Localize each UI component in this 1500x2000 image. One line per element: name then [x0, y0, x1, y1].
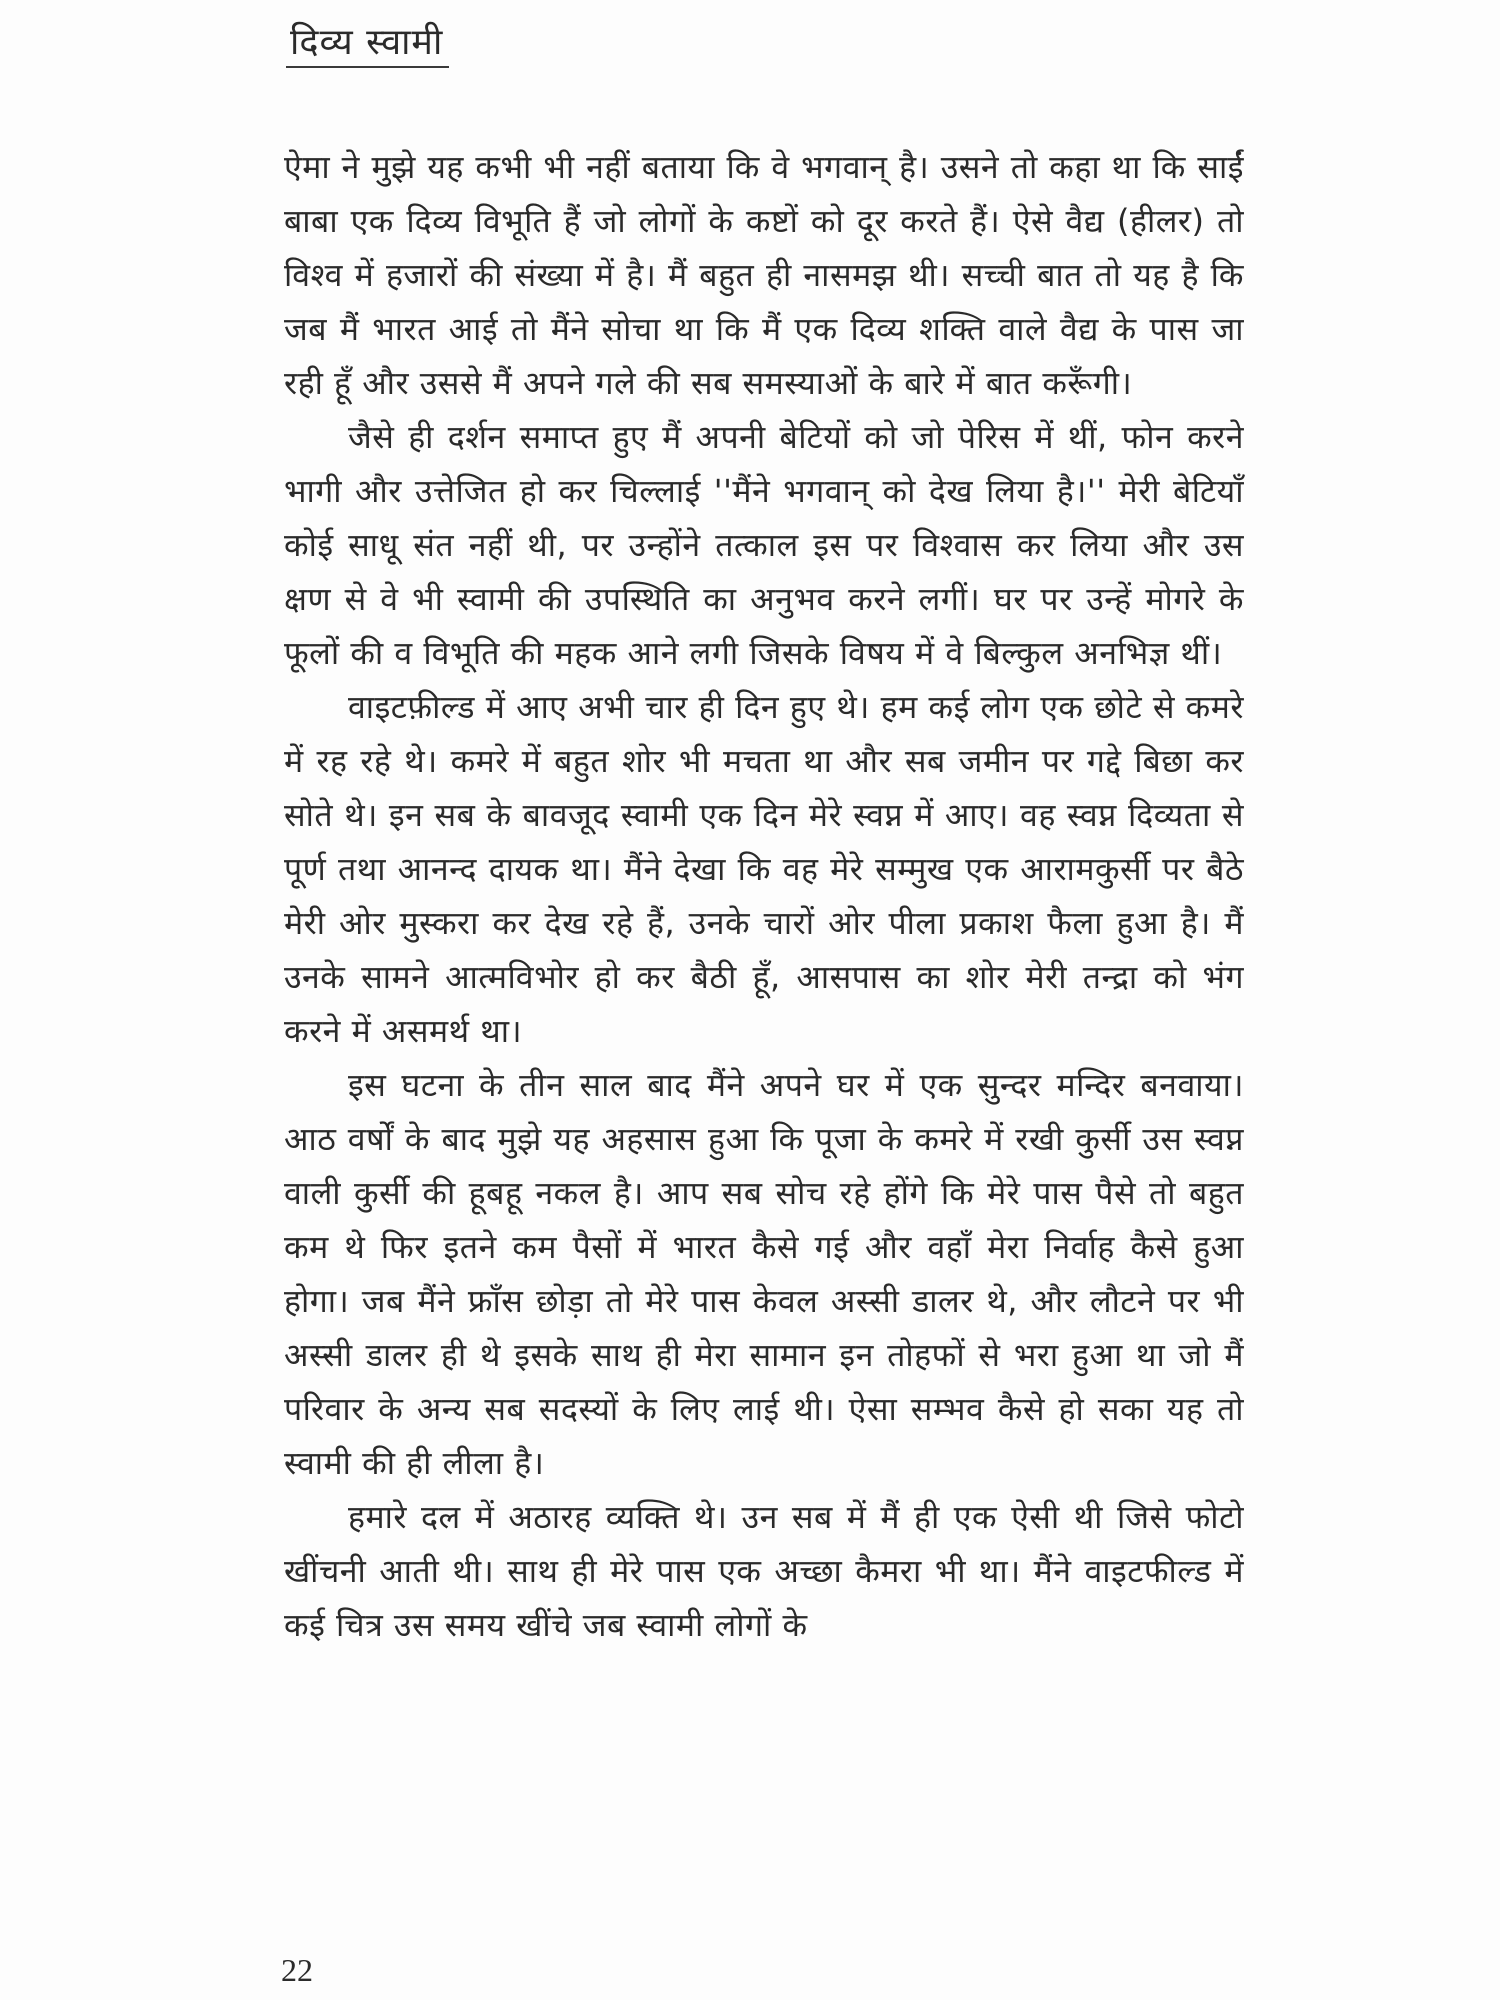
paragraph-1: ऐमा ने मुझे यह कभी भी नहीं बताया कि वे भगवान् है। उसने तो कहा था कि साईं बाबा एक दिव्य विभूति हैं जो लोगों के कष्टों को दूर करते हैं। ऐसे वैद्य (हीलर) तो विश्व में हजारों की संख्या में है। मैं बहुत ही नासमझ थी। सच्ची बात तो यह है कि जब मैं भारत आई तो मैंने सोचा था कि मैं एक दिव्य शक्ति वाले वैद्य के पास जा रही हूँ और उससे मैं अपने गले की सब समस्याओं के बारे में बात करूँगी। — [284, 148, 1245, 402]
paragraph-3: वाइटफ़ील्ड में आए अभी चार ही दिन हुए थे। हम कई लोग एक छोटे से कमरे में रह रहे थे। कमरे में बहुत शोर भी मचता था और सब जमीन पर गद्दे बिछा कर सोते थे। इन सब के बावजूद स्वामी एक दिन मेरे स्वप्न में आए। वह स्वप्न दिव्यता से पूर्ण तथा आनन्द दायक था। मैंने देखा कि वह मेरे सम्मुख एक आरामकुर्सी पर बैठे मेरी ओर मुस्करा कर देख रहे हैं, उनके चारों ओर पीला प्रकाश फैला हुआ है। मैं उनके सामने आत्मविभोर हो कर बैठी हूँ, आसपास का शोर मेरी तन्द्रा को भंग करने में असमर्थ था। — [284, 688, 1244, 1050]
paragraph-2: जैसे ही दर्शन समाप्त हुए मैं अपनी बेटियों को जो पेरिस में थीं, फोन करने भागी और उत्तेजित हो कर चिल्लाई ''मैंने भगवान् को देख लिया है।'' मेरी बेटियाँ कोई साधू संत नहीं थी, पर उन्होंने तत्काल इस पर विश्वास कर लिया और उस क्षण से वे भी स्वामी की उपस्थिति का अनुभव करने लगीं। घर पर उन्हें मोगरे के फूलों की व विभूति की महक आने लगी जिसके विषय में वे बिल्कुल अनभिज्ञ थीं। — [284, 418, 1244, 672]
header-underline — [286, 66, 449, 68]
paragraph-4: इस घटना के तीन साल बाद मैंने अपने घर में एक सुन्दर मन्दिर बनवाया। आठ वर्षों के बाद मुझे यह अहसास हुआ कि पूजा के कमरे में रखी कुर्सी उस स्वप्न वाली कुर्सी की हूबहू नकल है। आप सब सोच रहे होंगे कि मेरे पास पैसे तो बहुत कम थे फिर इतने कम पैसों में भारत कैसे गई और वहाँ मेरा निर्वाह कैसे हुआ होगा। जब मैंने फ्राँस छोड़ा तो मेरे पास केवल अस्सी डालर थे, और लौटने पर भी अस्सी डालर ही थे इसके साथ ही मेरा सामान इन तोहफों से भरा हुआ था जो मैं परिवार के अन्य सब सदस्यों के लिए लाई थी। ऐसा सम्भव कैसे हो सका यह तो स्वामी की ही लीला है। — [284, 1066, 1244, 1482]
running-header-title: दिव्य स्वामी — [290, 22, 444, 63]
paragraph-5: हमारे दल में अठारह व्यक्ति थे। उन सब में मैं ही एक ऐसी थी जिसे फोटो खींचनी आती थी। साथ ही मेरे पास एक अच्छा कैमरा भी था। मैंने वाइटफील्ड में कई चित्र उस समय खींचे जब स्वामी लोगों के — [284, 1498, 1244, 1644]
body-text — [284, 140, 1244, 1652]
page-number: 22 — [281, 1952, 313, 1988]
